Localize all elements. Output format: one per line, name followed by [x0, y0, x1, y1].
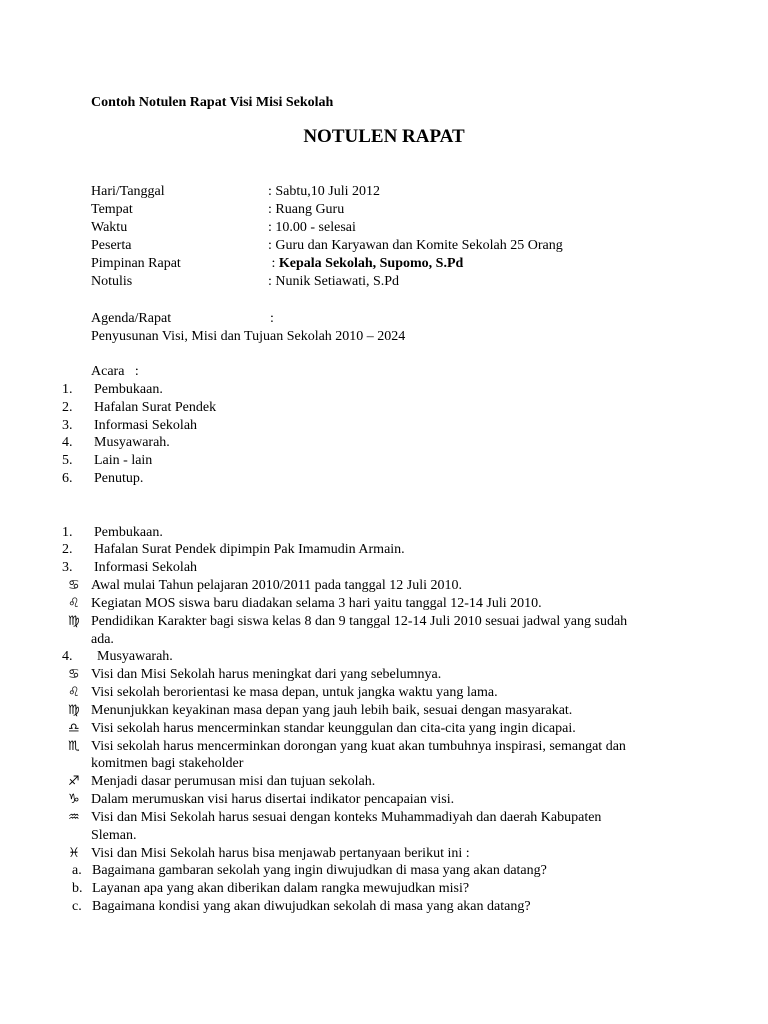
agenda-text: Penyusunan Visi, Misi dan Tujuan Sekolah 2010 – 2024	[91, 329, 406, 344]
question-text: Bagaimana gambaran sekolah yang ingin diwujudkan di masa yang akan datang?	[92, 863, 547, 878]
list-text: Informasi Sekolah	[94, 418, 198, 433]
bullet-text-continuation: komitmen bagi stakeholder	[91, 756, 244, 771]
info-label: Pimpinan Rapat	[91, 256, 181, 271]
leo-symbol-icon: ♌	[68, 685, 80, 700]
info-label: Hari/Tanggal	[91, 184, 165, 199]
bullet-text: Visi sekolah harus mencerminkan dorongan yang kuat akan tumbuhnya inspirasi, semangat dan	[91, 739, 626, 754]
bullet-text: Menjadi dasar perumusan misi dan tujuan sekolah.	[91, 774, 376, 789]
pisces-symbol-icon: ♓	[68, 846, 80, 861]
bullet-text: Visi sekolah harus mencerminkan standar keunggulan dan cita-cita yang ingin dicapai.	[91, 721, 576, 736]
aquarius-symbol-icon: ♒	[68, 810, 80, 825]
bullet-text-continuation: Sleman.	[91, 828, 137, 843]
info-value: : Ruang Guru	[268, 202, 345, 217]
agenda-label: Agenda/Rapat	[91, 311, 172, 326]
list-text: Hafalan Surat Pendek dipimpin Pak Imamudin Armain.	[94, 542, 405, 557]
bullet-text: Menunjukkan keyakinan masa depan yang jauh lebih baik, sesuai dengan masyarakat.	[91, 703, 573, 718]
info-label: Tempat	[91, 202, 133, 217]
list-text: Pembukaan.	[94, 382, 163, 397]
info-value: : 10.00 - selesai	[268, 220, 356, 235]
acara-label: Acara :	[91, 364, 139, 379]
list-text: Lain - lain	[94, 453, 153, 468]
list-number: 5.	[62, 453, 73, 468]
list-text: Musyawarah.	[97, 649, 173, 664]
virgo-symbol-icon: ♍	[68, 703, 80, 718]
bullet-text: Visi sekolah berorientasi ke masa depan, untuk jangka waktu yang lama.	[91, 685, 498, 700]
info-value-bold: Kepala Sekolah, Supomo, S.Pd	[278, 256, 464, 271]
list-number: 6.	[62, 471, 73, 486]
cancer-symbol-icon: ♋	[68, 578, 80, 593]
list-text: Musyawarah.	[94, 435, 170, 450]
virgo-symbol-icon: ♍	[68, 614, 80, 629]
list-number: 3.	[62, 418, 73, 433]
list-number: 2.	[62, 542, 73, 557]
bullet-text-continuation: ada.	[91, 632, 114, 647]
question-text: Layanan apa yang akan diberikan dalam rangka mewujudkan misi?	[92, 881, 470, 896]
list-number: 4.	[62, 649, 73, 664]
info-label: Peserta	[91, 238, 132, 253]
list-text: Informasi Sekolah	[94, 560, 198, 575]
question-letter: a.	[72, 863, 82, 878]
bullet-text: Kegiatan MOS siswa baru diadakan selama 3 hari yaitu tanggal 12-14 Juli 2010.	[91, 596, 542, 611]
sagittarius-symbol-icon: ♐	[68, 774, 80, 789]
info-value: : Sabtu,10 Juli 2012	[268, 184, 381, 199]
info-value: : Nunik Setiawati, S.Pd	[268, 274, 400, 289]
info-label: Waktu	[91, 220, 128, 235]
notulen-heading: NOTULEN RAPAT	[303, 126, 465, 147]
question-text: Bagaimana kondisi yang akan diwujudkan sekolah di masa yang akan datang?	[92, 899, 531, 914]
list-number: 2.	[62, 400, 73, 415]
bullet-text: Visi dan Misi Sekolah harus meningkat dari yang sebelumnya.	[91, 667, 442, 682]
list-number: 1.	[62, 382, 73, 397]
bullet-text: Visi dan Misi Sekolah harus sesuai dengan konteks Muhammadiyah dan daerah Kabupaten	[91, 810, 602, 825]
bullet-text: Awal mulai Tahun pelajaran 2010/2011 pada tanggal 12 Juli 2010.	[91, 578, 462, 593]
bullet-text: Dalam merumuskan visi harus disertai indikator pencapaian visi.	[91, 792, 455, 807]
capricorn-symbol-icon: ♑	[68, 792, 80, 807]
leo-symbol-icon: ♌	[68, 596, 80, 611]
cancer-symbol-icon: ♋	[68, 667, 80, 682]
list-number: 1.	[62, 525, 73, 540]
question-letter: b.	[72, 881, 83, 896]
libra-symbol-icon: ♎	[68, 721, 80, 736]
question-letter: c.	[72, 899, 82, 914]
bullet-text: Pendidikan Karakter bagi siswa kelas 8 dan 9 tanggal 12-14 Juli 2010 sesuai jadwal yang sudah	[91, 614, 628, 629]
list-number: 3.	[62, 560, 73, 575]
list-number: 4.	[62, 435, 73, 450]
list-text: Hafalan Surat Pendek	[94, 400, 217, 415]
bullet-text: Visi dan Misi Sekolah harus bisa menjawab pertanyaan berikut ini :	[91, 846, 470, 861]
list-text: Pembukaan.	[94, 525, 163, 540]
agenda-colon: :	[270, 311, 274, 326]
info-label: Notulis	[91, 274, 133, 289]
info-value: : Guru dan Karyawan dan Komite Sekolah 25 Orang	[268, 238, 563, 253]
scorpio-symbol-icon: ♏	[68, 739, 80, 754]
document-title: Contoh Notulen Rapat Visi Misi Sekolah	[91, 95, 334, 110]
info-value-prefix: :	[268, 256, 279, 271]
list-text: Penutup.	[94, 471, 144, 486]
info-value	[268, 255, 463, 273]
